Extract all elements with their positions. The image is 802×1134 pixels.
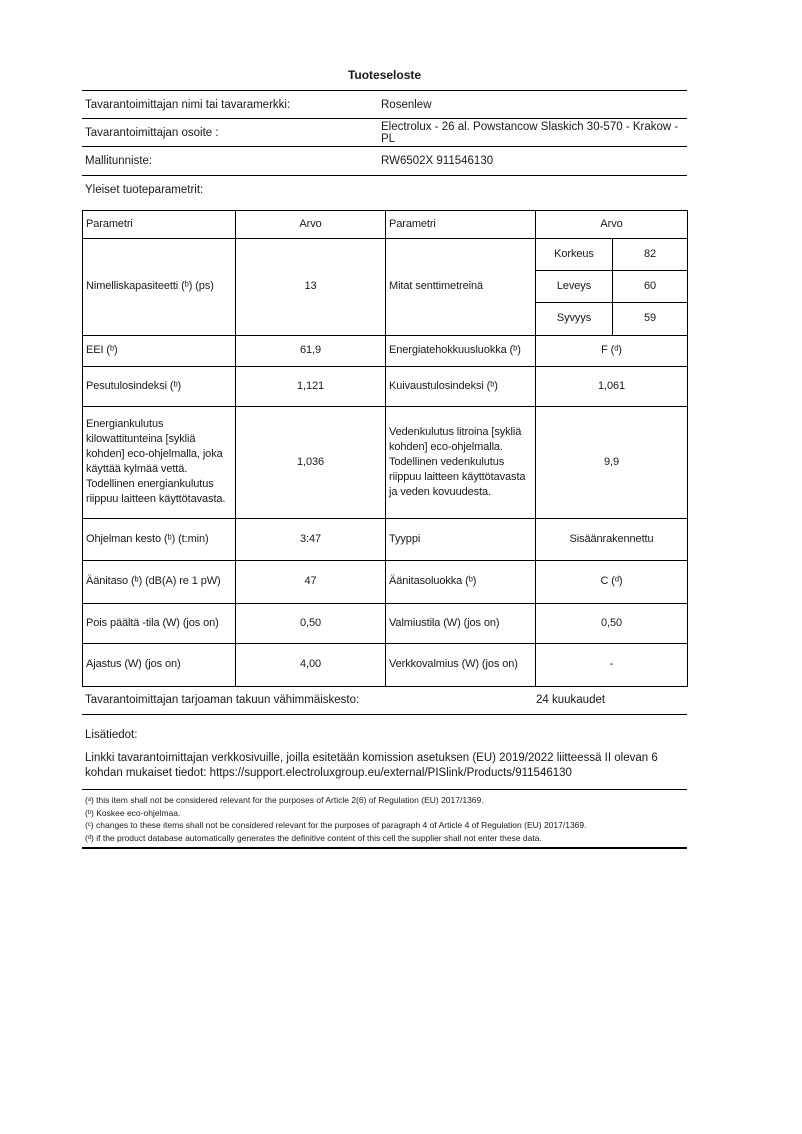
dimension-depth-label: Syvyys xyxy=(536,302,613,335)
model-id-label: Mallitunniste: xyxy=(85,154,153,167)
supplier-address-value: Electrolux - 26 al. Powstancow Slaskich 30-570 - Krakow - PL xyxy=(381,120,679,145)
footnotes-separator-line xyxy=(82,789,687,790)
param-right-value: - xyxy=(536,643,688,686)
supplier-name-label: Tavarantoimittajan nimi tai tavaramerkki: xyxy=(85,98,291,111)
param-left-label: Nimelliskapasiteetti (ᵇ) (ps) xyxy=(83,238,236,335)
document-bottom-rule xyxy=(82,847,687,849)
warranty-value: 24 kuukaudet xyxy=(536,694,606,707)
param-right-label: Vedenkulutus litroina [sykliä kohden] eco-ohjelmalla. Todellinen vedenkulutus riippuu laitteen käyttötavasta ja veden kovuudesta. xyxy=(386,406,536,518)
param-left-value: 3:47 xyxy=(236,518,386,560)
header-param-right: Parametri xyxy=(386,210,536,238)
section-label: Yleiset tuoteparametrit: xyxy=(85,183,204,196)
param-left-label: Pesutulosindeksi (ᵇ) xyxy=(83,366,236,406)
footnote-d: (ᵈ) if the product database automatically generates the definitive content of this cell the supplier shall not enter these data. xyxy=(85,832,542,843)
warranty-label: Tavarantoimittajan tarjoaman takuun vähimmäiskesto: xyxy=(85,694,360,707)
header-param-left: Parametri xyxy=(83,210,236,238)
param-left-value: 61,9 xyxy=(236,335,386,366)
param-right-value: 9,9 xyxy=(536,406,688,518)
footnote-a: (ᵃ) this item shall not be considered relevant for the purposes of Article 2(6) of Regulation (EU) 2017/1369. xyxy=(85,795,484,806)
regulation-link-paragraph xyxy=(82,751,687,781)
supplier-name-row xyxy=(82,91,687,119)
header-value-left: Arvo xyxy=(236,210,386,238)
model-id-value: RW6502X 911546130 xyxy=(381,154,494,167)
param-right-value: F (ᵈ) xyxy=(536,335,688,366)
row-nominal-capacity xyxy=(83,238,688,270)
dimension-width-value: 60 xyxy=(613,270,688,302)
param-left-value: 0,50 xyxy=(236,603,386,643)
row-energy-water-consumption xyxy=(83,406,688,518)
row-delay-start xyxy=(83,643,688,686)
param-left-value: 13 xyxy=(236,238,386,335)
param-left-value: 47 xyxy=(236,560,386,603)
param-left-value: 4,00 xyxy=(236,643,386,686)
param-right-label: Energiatehokkuusluokka (ᵇ) xyxy=(386,335,536,366)
param-left-label: Ajastus (W) (jos on) xyxy=(83,643,236,686)
footnotes xyxy=(82,794,687,844)
param-right-label: Verkkovalmius (W) (jos on) xyxy=(386,643,536,686)
footnote-b: (ᵇ) Koskee eco-ohjelmaa. xyxy=(85,807,181,818)
param-right-value: C (ᵈ) xyxy=(536,560,688,603)
param-left-label: EEI (ᵇ) xyxy=(83,335,236,366)
document-content xyxy=(82,0,687,849)
page-title: Tuoteseloste xyxy=(347,68,422,82)
param-right-label: Mitat senttimetreinä xyxy=(386,238,536,335)
param-left-label: Pois päältä -tila (W) (jos on) xyxy=(83,603,236,643)
supplier-address-label: Tavarantoimittajan osoite : xyxy=(85,126,219,139)
param-right-value: 0,50 xyxy=(536,603,688,643)
dimension-width-label: Leveys xyxy=(536,270,613,302)
supplier-info-table xyxy=(82,90,687,176)
additional-info-label: Lisätiedot: xyxy=(85,729,138,742)
regulation-link-url[interactable]: https://support.electroluxgroup.eu/external/PISlink/Products/911546130 xyxy=(209,767,572,780)
param-right-value: 1,061 xyxy=(536,366,688,406)
warranty-row xyxy=(82,687,687,716)
param-left-value: 1,036 xyxy=(236,406,386,518)
param-right-label: Kuivaustulosindeksi (ᵇ) xyxy=(386,366,536,406)
param-right-label: Valmiustila (W) (jos on) xyxy=(386,603,536,643)
header-value-right: Arvo xyxy=(536,210,688,238)
dimension-height-value: 82 xyxy=(613,238,688,270)
param-right-label: Tyyppi xyxy=(386,518,536,560)
supplier-address-row xyxy=(82,119,687,147)
row-eei xyxy=(83,335,688,366)
param-right-label: Äänitasoluokka (ᵇ) xyxy=(386,560,536,603)
regulation-link-prefix: Linkki tavarantoimittajan verkkosivuille, joilla esitetään komission asetuksen (EU) 2019/2022 liitteessä II olevan 6 kohdan mukaiset tiedot: xyxy=(85,752,658,780)
dimension-height-label: Korkeus xyxy=(536,238,613,270)
row-noise-level xyxy=(83,560,688,603)
row-programme-duration xyxy=(83,518,688,560)
model-id-row xyxy=(82,147,687,175)
param-left-label: Energiankulutus kilowattitunteina [sykliä kohden] eco-ohjelmalla, joka käyttää kylmää vettä. Todellinen energiankulutus riippuu laitteen käyttötavasta. xyxy=(83,406,236,518)
param-left-label: Ohjelman kesto (ᵇ) (t:min) xyxy=(83,518,236,560)
footnote-c: (ᶜ) changes to these items shall not be considered relevant for the purposes of paragraph 4 of Article 4 of Regulation (EU) 2017/1369. xyxy=(85,820,587,831)
table-header-row xyxy=(83,210,688,238)
parameters-table xyxy=(82,210,688,687)
supplier-name-value: Rosenlew xyxy=(381,98,432,111)
row-cleaning-index xyxy=(83,366,688,406)
param-left-value: 1,121 xyxy=(236,366,386,406)
param-right-value: Sisäänrakennettu xyxy=(536,518,688,560)
param-left-label: Äänitaso (ᵇ) (dB(A) re 1 pW) xyxy=(83,560,236,603)
dimension-depth-value: 59 xyxy=(613,302,688,335)
row-off-mode xyxy=(83,603,688,643)
